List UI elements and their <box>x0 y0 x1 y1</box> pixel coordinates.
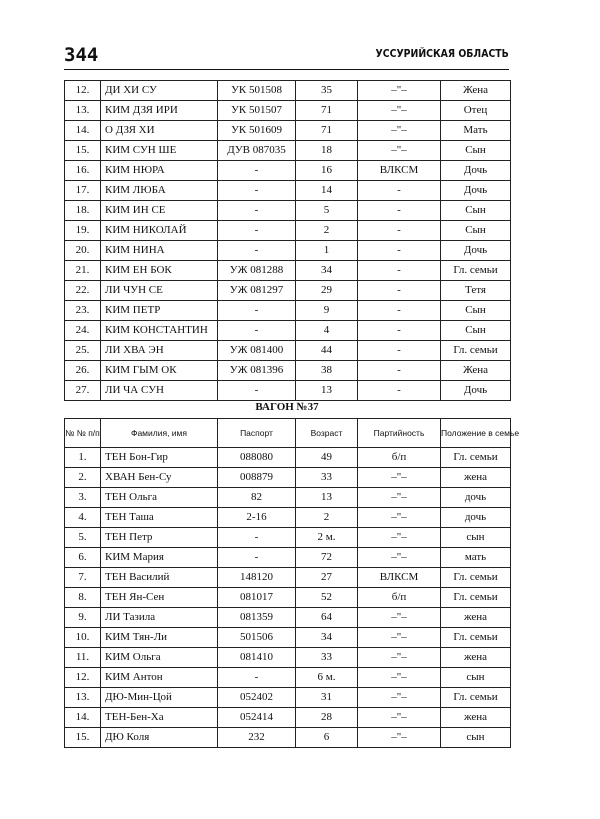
passport: УЖ 081400 <box>218 341 296 361</box>
table-row <box>65 181 511 201</box>
family-role: Сын <box>441 201 511 221</box>
party: –"– <box>358 708 441 728</box>
row-number: 12. <box>65 81 101 101</box>
age: 18 <box>296 141 358 161</box>
passport: - <box>218 241 296 261</box>
person-name: КИМ ГЫМ ОК <box>101 361 218 381</box>
table-row <box>65 381 511 401</box>
row-number: 23. <box>65 301 101 321</box>
running-title: УССУРИЙСКАЯ ОБЛАСТЬ <box>375 47 509 60</box>
row-number: 5. <box>65 528 101 548</box>
family-role: Дочь <box>441 161 511 181</box>
party: –"– <box>358 468 441 488</box>
row-number: 7. <box>65 568 101 588</box>
party: –"– <box>358 608 441 628</box>
passport: 052414 <box>218 708 296 728</box>
age: 71 <box>296 101 358 121</box>
party: –"– <box>358 141 441 161</box>
passport: 501506 <box>218 628 296 648</box>
party: - <box>358 301 441 321</box>
family-role: Сын <box>441 321 511 341</box>
person-name: КИМ СУН ШЕ <box>101 141 218 161</box>
passport: ДУВ 087035 <box>218 141 296 161</box>
person-name: ЛИ ХВА ЭН <box>101 341 218 361</box>
age: 13 <box>296 488 358 508</box>
person-name: КИМ Ольга <box>101 648 218 668</box>
person-name: КИМ ИН СЕ <box>101 201 218 221</box>
passport: - <box>218 528 296 548</box>
row-number: 22. <box>65 281 101 301</box>
table-header-row <box>65 419 511 448</box>
table-row <box>65 201 511 221</box>
age: 16 <box>296 161 358 181</box>
party: –"– <box>358 508 441 528</box>
party: –"– <box>358 81 441 101</box>
table-row <box>65 528 511 548</box>
table-row <box>65 628 511 648</box>
table-row <box>65 241 511 261</box>
table-row <box>65 668 511 688</box>
row-number: 14. <box>65 708 101 728</box>
family-role: жена <box>441 708 511 728</box>
party: –"– <box>358 668 441 688</box>
person-name: ДЮ Коля <box>101 728 218 748</box>
passport: - <box>218 221 296 241</box>
passport: 008879 <box>218 468 296 488</box>
passport: 82 <box>218 488 296 508</box>
table-row <box>65 341 511 361</box>
section-title: ВАГОН №37 <box>255 401 319 413</box>
party: –"– <box>358 728 441 748</box>
age: 44 <box>296 341 358 361</box>
family-role: дочь <box>441 508 511 528</box>
person-name: ТЕН Ольга <box>101 488 218 508</box>
person-name: КИМ ЛЮБА <box>101 181 218 201</box>
table-body <box>65 81 511 401</box>
passport: УЖ 081297 <box>218 281 296 301</box>
page-header <box>64 44 509 68</box>
passport: 232 <box>218 728 296 748</box>
person-name: ТЕН-Бен-Ха <box>101 708 218 728</box>
family-role: сын <box>441 668 511 688</box>
age: 64 <box>296 608 358 628</box>
row-number: 16. <box>65 161 101 181</box>
age: 1 <box>296 241 358 261</box>
passport: УК 501508 <box>218 81 296 101</box>
age: 5 <box>296 201 358 221</box>
person-name: ДИ ХИ СУ <box>101 81 218 101</box>
age: 28 <box>296 708 358 728</box>
passport: - <box>218 201 296 221</box>
column-header: Положение в семье <box>441 419 511 448</box>
person-name: ХВАН Бен-Су <box>101 468 218 488</box>
passport: УК 501609 <box>218 121 296 141</box>
row-number: 18. <box>65 201 101 221</box>
family-role: Отец <box>441 101 511 121</box>
person-name: ТЕН Бон-Гир <box>101 448 218 468</box>
family-role: сын <box>441 728 511 748</box>
family-role: сын <box>441 528 511 548</box>
party: - <box>358 221 441 241</box>
age: 71 <box>296 121 358 141</box>
table-body <box>65 448 511 748</box>
family-role: Гл. семьи <box>441 448 511 468</box>
family-role: Гл. семьи <box>441 688 511 708</box>
party: –"– <box>358 548 441 568</box>
person-name: КИМ Мария <box>101 548 218 568</box>
party: б/п <box>358 448 441 468</box>
family-role: жена <box>441 468 511 488</box>
person-name: КИМ Тян-Ли <box>101 628 218 648</box>
age: 4 <box>296 321 358 341</box>
party: - <box>358 201 441 221</box>
table-row <box>65 728 511 748</box>
party: –"– <box>358 688 441 708</box>
row-number: 27. <box>65 381 101 401</box>
passport: 148120 <box>218 568 296 588</box>
age: 9 <box>296 301 358 321</box>
party: - <box>358 381 441 401</box>
person-name: ЛИ Тазила <box>101 608 218 628</box>
age: 27 <box>296 568 358 588</box>
passport: 088080 <box>218 448 296 468</box>
column-header: Возраст <box>296 419 358 448</box>
party: ВЛКСМ <box>358 568 441 588</box>
party: - <box>358 341 441 361</box>
person-name: КИМ НИНА <box>101 241 218 261</box>
row-number: 14. <box>65 121 101 141</box>
age: 14 <box>296 181 358 201</box>
table-row <box>65 361 511 381</box>
table-row <box>65 508 511 528</box>
party: –"– <box>358 648 441 668</box>
row-number: 3. <box>65 488 101 508</box>
passport: 081410 <box>218 648 296 668</box>
age: 49 <box>296 448 358 468</box>
age: 33 <box>296 468 358 488</box>
row-number: 13. <box>65 101 101 121</box>
table-row <box>65 688 511 708</box>
family-role: мать <box>441 548 511 568</box>
party: - <box>358 181 441 201</box>
passport: 081017 <box>218 588 296 608</box>
row-number: 15. <box>65 141 101 161</box>
passport: - <box>218 668 296 688</box>
person-name: ТЕН Ян-Сен <box>101 588 218 608</box>
row-number: 4. <box>65 508 101 528</box>
family-role: Жена <box>441 81 511 101</box>
family-role: Дочь <box>441 181 511 201</box>
row-number: 17. <box>65 181 101 201</box>
passport: - <box>218 161 296 181</box>
row-number: 13. <box>65 688 101 708</box>
passport: УЖ 081288 <box>218 261 296 281</box>
family-role: Жена <box>441 361 511 381</box>
party: –"– <box>358 488 441 508</box>
person-name: КИМ НЮРА <box>101 161 218 181</box>
family-role: жена <box>441 608 511 628</box>
family-role: Гл. семьи <box>441 341 511 361</box>
party: –"– <box>358 101 441 121</box>
family-role: Дочь <box>441 241 511 261</box>
family-role: Гл. семьи <box>441 588 511 608</box>
row-number: 8. <box>65 588 101 608</box>
row-number: 2. <box>65 468 101 488</box>
passport: - <box>218 321 296 341</box>
person-name: КИМ НИКОЛАЙ <box>101 221 218 241</box>
person-name: КИМ ЕН БОК <box>101 261 218 281</box>
family-role: Сын <box>441 141 511 161</box>
table-row <box>65 81 511 101</box>
family-role: Сын <box>441 221 511 241</box>
family-role: Тетя <box>441 281 511 301</box>
table-row <box>65 468 511 488</box>
column-header: Фамилия, имя <box>101 419 218 448</box>
party: - <box>358 261 441 281</box>
person-name: О ДЗЯ ХИ <box>101 121 218 141</box>
table-row <box>65 121 511 141</box>
person-name: КИМ ДЗЯ ИРИ <box>101 101 218 121</box>
party: - <box>358 241 441 261</box>
passport: - <box>218 381 296 401</box>
age: 2 <box>296 508 358 528</box>
header-rule <box>64 69 509 70</box>
wagon-list-table-continued <box>64 80 511 401</box>
table-row <box>65 261 511 281</box>
table-row <box>65 588 511 608</box>
table-row <box>65 568 511 588</box>
age: 34 <box>296 261 358 281</box>
row-number: 19. <box>65 221 101 241</box>
wagon-37-table <box>64 418 520 748</box>
party: б/п <box>358 588 441 608</box>
person-name: ДЮ-Мин-Цой <box>101 688 218 708</box>
person-name: КИМ КОНСТАНТИН <box>101 321 218 341</box>
passport: - <box>218 548 296 568</box>
party: –"– <box>358 121 441 141</box>
family-role: Гл. семьи <box>441 261 511 281</box>
person-name: ТЕН Таша <box>101 508 218 528</box>
person-name: ЛИ ЧУН СЕ <box>101 281 218 301</box>
row-number: 12. <box>65 668 101 688</box>
page-number: 344 <box>64 44 99 66</box>
party: –"– <box>358 528 441 548</box>
age: 29 <box>296 281 358 301</box>
age: 34 <box>296 628 358 648</box>
family-role: дочь <box>441 488 511 508</box>
table-row <box>65 608 511 628</box>
family-role: Мать <box>441 121 511 141</box>
table-row <box>65 448 511 468</box>
age: 72 <box>296 548 358 568</box>
column-header: Паспорт <box>218 419 296 448</box>
passport: - <box>218 301 296 321</box>
row-number: 21. <box>65 261 101 281</box>
party: - <box>358 361 441 381</box>
table-row <box>65 301 511 321</box>
row-number: 6. <box>65 548 101 568</box>
family-role: Гл. семьи <box>441 628 511 648</box>
age: 35 <box>296 81 358 101</box>
passport: 081359 <box>218 608 296 628</box>
row-number: 24. <box>65 321 101 341</box>
passport: УЖ 081396 <box>218 361 296 381</box>
table-row <box>65 648 511 668</box>
person-name: КИМ Антон <box>101 668 218 688</box>
table-row <box>65 141 511 161</box>
family-role: Сын <box>441 301 511 321</box>
person-name: КИМ ПЕТР <box>101 301 218 321</box>
person-name: ТЕН Петр <box>101 528 218 548</box>
party: –"– <box>358 628 441 648</box>
table-row <box>65 708 511 728</box>
table-row <box>65 161 511 181</box>
family-role: Дочь <box>441 381 511 401</box>
age: 6 м. <box>296 668 358 688</box>
row-number: 26. <box>65 361 101 381</box>
passport: 2-16 <box>218 508 296 528</box>
column-header: Партийность <box>358 419 441 448</box>
column-header: № № п/п <box>65 419 101 448</box>
passport: УК 501507 <box>218 101 296 121</box>
table-row <box>65 101 511 121</box>
person-name: ТЕН Василий <box>101 568 218 588</box>
row-number: 11. <box>65 648 101 668</box>
party: - <box>358 281 441 301</box>
age: 2 <box>296 221 358 241</box>
age: 6 <box>296 728 358 748</box>
party: ВЛКСМ <box>358 161 441 181</box>
table-row <box>65 221 511 241</box>
family-role: Гл. семьи <box>441 568 511 588</box>
row-number: 25. <box>65 341 101 361</box>
age: 31 <box>296 688 358 708</box>
family-role: жена <box>441 648 511 668</box>
row-number: 10. <box>65 628 101 648</box>
age: 33 <box>296 648 358 668</box>
row-number: 9. <box>65 608 101 628</box>
age: 52 <box>296 588 358 608</box>
row-number: 20. <box>65 241 101 261</box>
table-row <box>65 548 511 568</box>
age: 13 <box>296 381 358 401</box>
row-number: 15. <box>65 728 101 748</box>
age: 38 <box>296 361 358 381</box>
row-number: 1. <box>65 448 101 468</box>
passport: 052402 <box>218 688 296 708</box>
table-row <box>65 321 511 341</box>
party: - <box>358 321 441 341</box>
table-row <box>65 488 511 508</box>
person-name: ЛИ ЧА СУН <box>101 381 218 401</box>
passport: - <box>218 181 296 201</box>
table-row <box>65 281 511 301</box>
age: 2 м. <box>296 528 358 548</box>
